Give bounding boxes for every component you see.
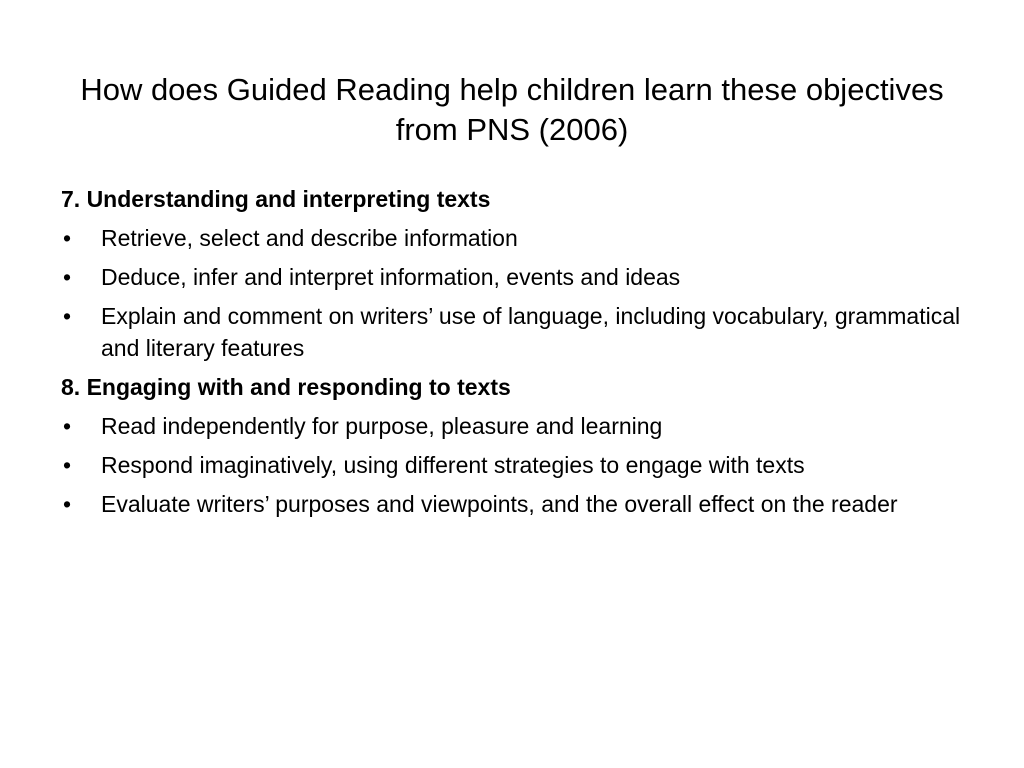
section-heading: 7. Understanding and interpreting texts (61, 186, 491, 212)
bullet-item (61, 488, 961, 520)
bullet-text: Explain and comment on writers’ use of language, including vocabulary, grammatical and literary features (101, 303, 961, 361)
bullet-icon: • (63, 452, 72, 478)
slide-body (61, 183, 961, 527)
bullet-item (61, 449, 961, 481)
bullet-icon: • (63, 264, 72, 290)
bullet-icon: • (63, 491, 72, 517)
section-understanding (61, 183, 961, 364)
section-engaging (61, 371, 961, 520)
bullet-icon: • (63, 413, 72, 439)
bullet-text: Read independently for purpose, pleasure and learning (101, 413, 663, 439)
bullet-item (61, 410, 961, 442)
section-heading: 8. Engaging with and responding to texts (61, 374, 511, 400)
bullet-list (61, 222, 961, 364)
bullet-icon: • (63, 225, 72, 251)
bullet-item (61, 261, 961, 293)
bullet-item (61, 222, 961, 254)
slide-title: How does Guided Reading help children learn these objectives from PNS (2006) (80, 72, 944, 147)
bullet-text: Retrieve, select and describe information (101, 225, 518, 251)
bullet-text: Deduce, infer and interpret information, events and ideas (101, 264, 681, 290)
bullet-text: Evaluate writers’ purposes and viewpoints, and the overall effect on the reader (101, 491, 898, 517)
bullet-list (61, 410, 961, 520)
bullet-icon: • (63, 303, 72, 329)
bullet-text: Respond imaginatively, using different strategies to engage with texts (101, 452, 805, 478)
bullet-item (61, 300, 961, 364)
